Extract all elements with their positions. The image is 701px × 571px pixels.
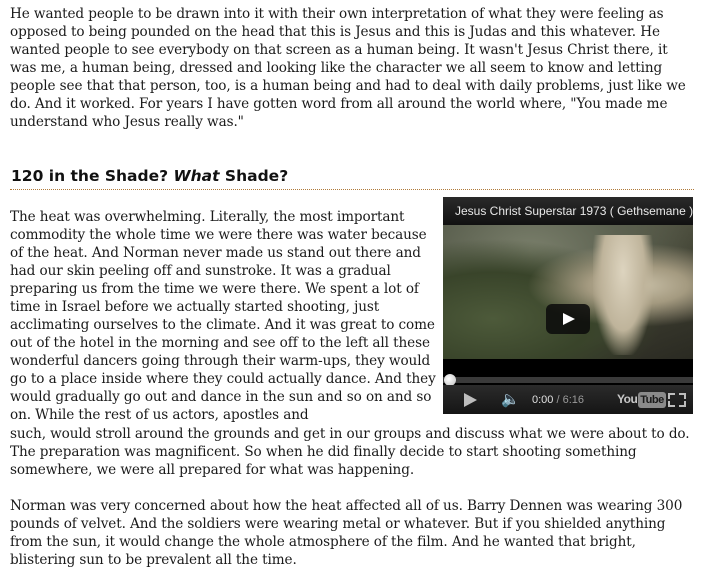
progress-bar[interactable] [443, 377, 693, 383]
video-frame[interactable] [443, 225, 693, 359]
player-controls [443, 385, 693, 414]
speaker-icon[interactable]: 🔈 [501, 391, 520, 408]
intro-paragraph: He wanted people to be drawn into it with their own interpretation of what they were feeling as opposed to being pounded on the head that this is Jesus and this is Judas and this whatever. He wanted people to see everybody on that screen as a human being. It wasn't Jesus Christ there, it was me, a human being, dressed and looking like the character we all seem to know and letting people see that that person, too, is a human being and had to deal with daily problems, just like we do. And it worked. For years I have gotten word from all around the world where, "You made me understand who Jesus really was." [10, 6, 686, 130]
time-display [532, 393, 584, 407]
logo-you: You [617, 392, 638, 406]
time-separator: / [553, 394, 563, 406]
norman-paragraph: Norman was very concerned about how the heat affected all of us. Barry Dennen was wearing 300 pounds of velvet. And the soldiers were wearing metal or whatever. But if you shielded anything from the sun, it would change the whole atmosphere of the film. And he wanted that bright, blistering sun to be prevalent all the time. [10, 498, 683, 568]
duration: 6:16 [562, 394, 585, 406]
section-heading-part2: Shade? [219, 167, 289, 185]
section-heading [11, 167, 288, 185]
logo-tube: Tube [640, 394, 664, 406]
section-heading-emphasis: What [173, 167, 220, 185]
current-time: 0:00 [532, 394, 554, 406]
fullscreen-icon[interactable] [668, 393, 686, 407]
youtube-logo[interactable] [617, 391, 666, 407]
heat-paragraph: The heat was overwhelming. Literally, the most important commodity the whole time we were there was water because of the heat. And Norman never made us stand out there and had our skin peeling off and sunstroke. It was a gradual preparing us from the time we were there. We spent a lot of time in Israel before we actually started shooting, just acclimating ourselves to the climate. And it was great to come out of the hotel in the morning and see off to the left all these wonderful dancers going through their warm-ups, they would go to a place inside where they could actually dance. And they would gradually go out and dance in the sun and so on and so on. While the rest of us actors, apostles and [10, 209, 436, 423]
video-title[interactable]: Jesus Christ Superstar 1973 ( Gethsemane ) [443, 197, 693, 225]
section-heading-part1: 120 in the Shade? [11, 167, 174, 185]
play-overlay-button[interactable] [546, 304, 590, 334]
heat-paragraph-continued: such, would stroll around the grounds and get in our groups and discuss what we were about to do. The preparation was magnificent. So when he did finally decide to start shooting something somewhere, we were all prepared for what was happening. [10, 426, 690, 478]
play-icon[interactable] [464, 393, 477, 407]
video-player[interactable] [443, 197, 693, 414]
heading-divider [10, 189, 694, 190]
video-still-figure [593, 235, 653, 355]
